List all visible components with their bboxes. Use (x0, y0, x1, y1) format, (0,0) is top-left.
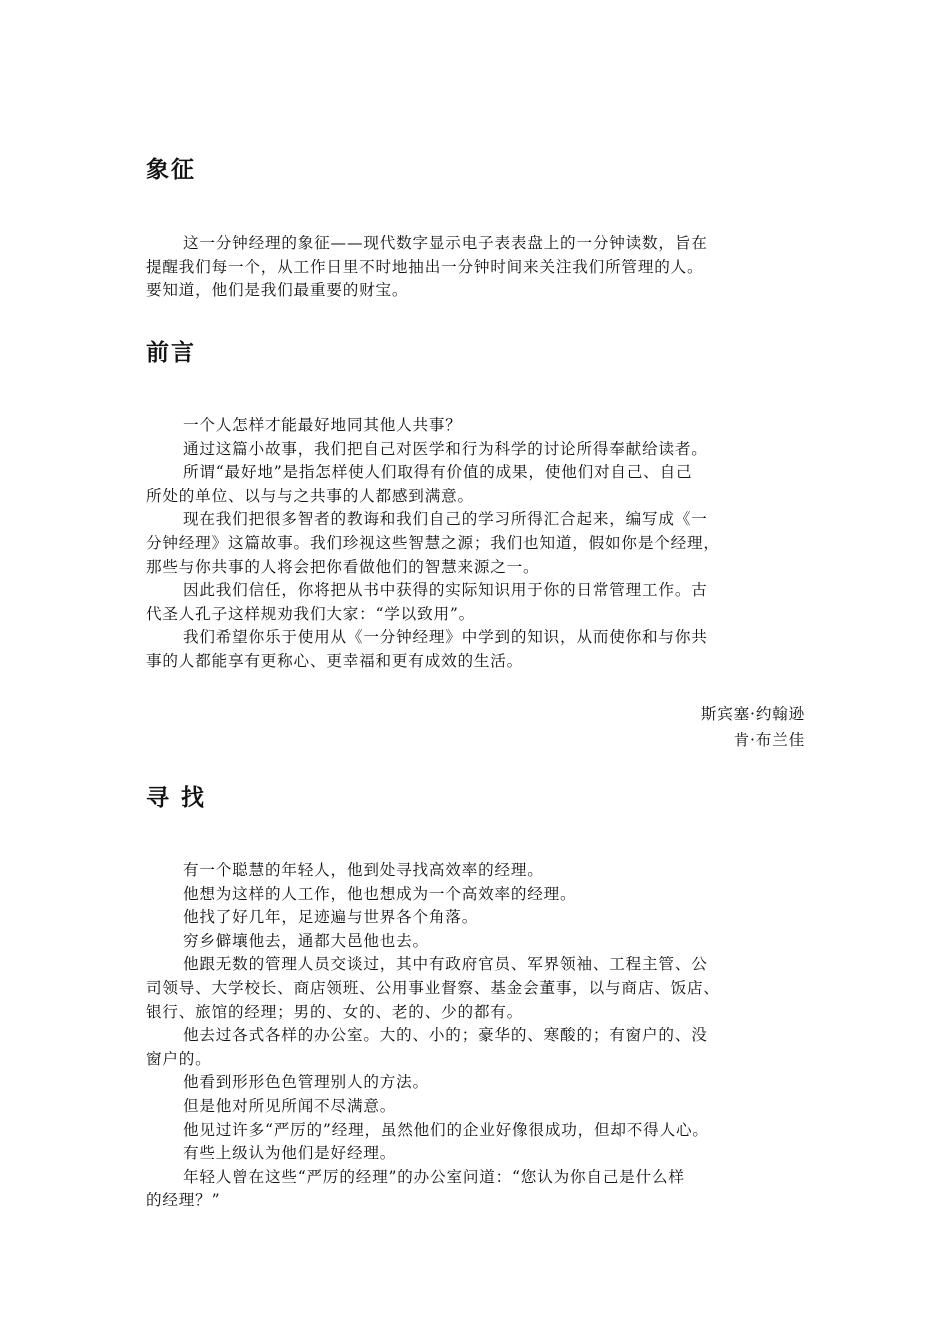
paragraph (146, 232, 806, 303)
paragraph (146, 1024, 806, 1071)
search-body (146, 859, 806, 1213)
text-line: 但是他对所见所闻不尽满意。 (183, 1096, 397, 1115)
text-line: 代圣人孔子这样规劝我们大家：“学以致用”。 (146, 604, 476, 623)
text-line: 的经理？” (146, 1191, 221, 1210)
paragraph (146, 859, 806, 883)
paragraph (146, 1119, 806, 1143)
text-line: 提醒我们每一个，从工作日里不时地抽出一分钟时间来关注我们所管理的人。 (146, 257, 704, 276)
text-line: 他去过各式各样的办公室。大的、小的；豪华的、寒酸的；有窗户的、没 (183, 1026, 708, 1045)
text-line: 司领导、大学校长、商店领班、公用事业督察、基金会董事，以与商店、饭店、 (146, 978, 720, 997)
text-line: 现在我们把很多智者的教诲和我们自己的学习所得汇合起来，编写成《一 (183, 510, 708, 529)
text-line: 有一个聪慧的年轻人，他到处寻找高效率的经理。 (183, 861, 544, 879)
paragraph (146, 579, 806, 626)
symbol-body (146, 232, 806, 303)
text-line: 他跟无数的管理人员交谈过，其中有政府官员、军界领袖、工程主管、公 (183, 955, 708, 974)
text-line: 他看到形形色色管理别人的方法。 (183, 1073, 429, 1092)
paragraph (146, 508, 806, 579)
paragraph (146, 883, 806, 907)
paragraph (146, 414, 806, 438)
text-line: 穷乡僻壤他去，通都大邑他也去。 (183, 931, 429, 950)
text-line: 他想为这样的人工作，他也想成为一个高效率的经理。 (183, 884, 577, 903)
text-line: 他见过许多“严厉的”经理，虽然他们的企业好像很成功，但却不得人心。 (183, 1120, 709, 1139)
paragraph (146, 1071, 806, 1095)
text-line: 他找了好几年，足迹遍与世界各个角落。 (183, 908, 479, 927)
text-line: 所处的单位、以与与之共事的人都感到满意。 (146, 486, 474, 505)
text-line: 要知道，他们是我们最重要的财宝。 (146, 281, 409, 300)
text-line: 通过这篇小故事，我们把自己对医学和行为科学的讨论所得奉献给读者。 (183, 439, 708, 458)
paragraph (146, 626, 806, 673)
text-line: 窗户的。 (146, 1049, 212, 1068)
text-line: 所谓“最好地”是指怎样使人们取得有价值的成果，使他们对自己、自己 (183, 463, 693, 482)
signature-author: 斯宾塞·约翰逊 (700, 705, 805, 723)
preface-body (146, 414, 806, 674)
text-line: 这一分钟经理的象征——现代数字显示电子表表盘上的一分钟读数，旨在 (183, 234, 708, 252)
text-line: 一个人怎样才能最好地同其他人共事？ (183, 416, 462, 434)
paragraph (146, 930, 806, 954)
text-line: 银行、旅馆的经理；男的、女的、老的、少的都有。 (146, 1002, 524, 1021)
text-line: 事的人都能享有更称心、更幸福和更有成效的生活。 (146, 651, 524, 670)
paragraph (146, 906, 806, 930)
text-line: 年轻人曾在这些“严厉的经理”的办公室问道：“您认为你自己是什么样 (183, 1167, 685, 1186)
paragraph (146, 461, 806, 508)
paragraph (146, 1095, 806, 1119)
paragraph (146, 1142, 806, 1166)
section-title-symbol: 象征 (146, 157, 196, 183)
paragraph (146, 1166, 806, 1213)
text-line: 有些上级认为他们是好经理。 (183, 1144, 397, 1163)
section-title-search: 寻找 (146, 785, 216, 811)
section-title-preface: 前言 (146, 340, 196, 366)
text-line: 那些与你共事的人将会把你看做他们的智慧来源之一。 (146, 557, 540, 576)
paragraph (146, 438, 806, 462)
text-line: 因此我们信任，你将把从书中获得的实际知识用于你的日常管理工作。古 (183, 581, 708, 600)
text-line: 我们希望你乐于使用从《一分钟经理》中学到的知识，从而使你和与你共 (183, 628, 708, 647)
signature-author: 肯·布兰佳 (733, 731, 805, 749)
text-line: 分钟经理》这篇故事。我们珍视这些智慧之源；我们也知道，假如你是个经理， (146, 533, 720, 552)
paragraph (146, 953, 806, 1024)
signature-block (701, 701, 805, 753)
